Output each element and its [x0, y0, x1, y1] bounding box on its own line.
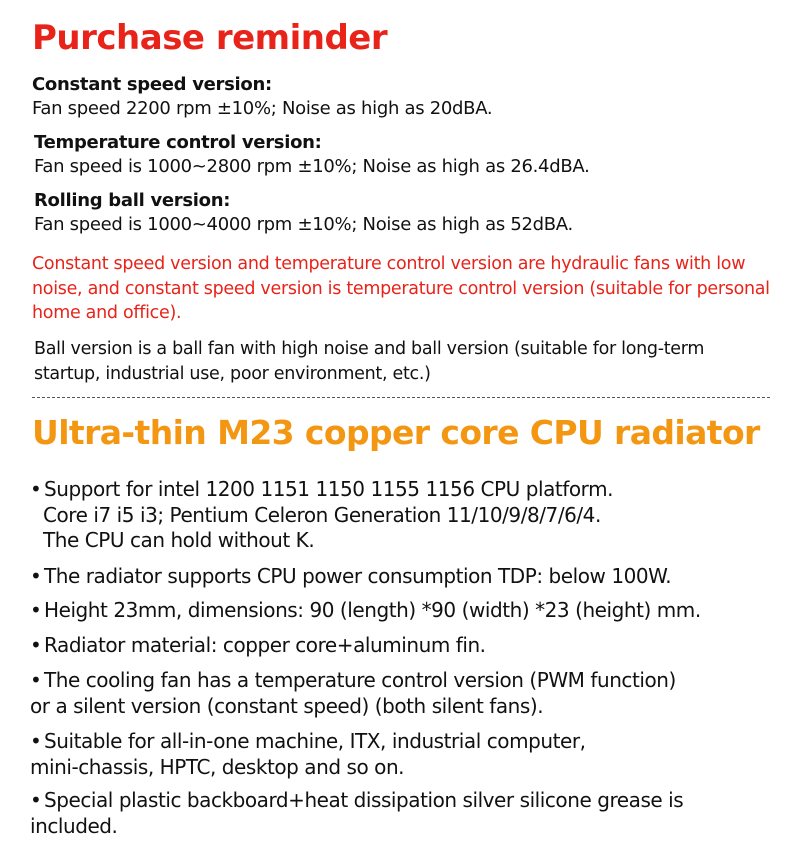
- bullet-dot: •: [30, 729, 42, 753]
- feature-bullet-text: The cooling fan has a temperature control version (PWM function): [44, 668, 676, 692]
- bullet-dot: •: [30, 668, 42, 692]
- bullet-dot: •: [30, 477, 42, 501]
- feature-bullet-line: [30, 729, 795, 755]
- rolling-ball-heading: Rolling ball version:: [34, 190, 231, 211]
- feature-bullet-line: [30, 477, 795, 503]
- feature-bullet-line: [30, 814, 795, 840]
- constant-speed-detail: Fan speed 2200 rpm ±10%; Noise as high as 20dBA.: [32, 98, 493, 119]
- hydraulic-fan-note: Constant speed version and temperature control version are hydraulic fans with low noise, and constant speed version is temperature control version (suitable for personal home and office).: [32, 254, 770, 323]
- feature-bullet-line: [30, 788, 795, 814]
- temperature-control-heading: Temperature control version:: [34, 132, 322, 153]
- feature-bullet: [30, 668, 795, 719]
- feature-bullet-text: Core i7 i5 i3; Pentium Celeron Generation 11/10/9/8/7/6/4.: [43, 502, 601, 527]
- feature-bullet: [30, 564, 795, 590]
- feature-bullet-text: Special plastic backboard+heat dissipation silver silicone grease is: [44, 788, 684, 812]
- feature-bullet-text: The CPU can hold without K.: [43, 528, 315, 552]
- feature-bullet-text: Height 23mm, dimensions: 90 (length) *90 (width) *23 (height) mm.: [44, 598, 701, 622]
- feature-bullet-line: [30, 633, 795, 659]
- feature-bullet-line: [30, 503, 795, 529]
- feature-bullet-line: [30, 528, 795, 554]
- feature-bullet-text: Suitable for all-in-one machine, ITX, industrial computer,: [44, 729, 586, 753]
- feature-bullet-text: The radiator supports CPU power consumption TDP: below 100W.: [44, 564, 672, 588]
- feature-bullet: [30, 729, 795, 780]
- feature-bullet: [30, 598, 795, 624]
- feature-bullet: [30, 788, 795, 839]
- rolling-ball-detail: Fan speed is 1000~4000 rpm ±10%; Noise as high as 52dBA.: [34, 214, 573, 235]
- bullet-dot: •: [30, 633, 42, 657]
- bullet-dot: •: [30, 564, 42, 588]
- feature-bullet-text: or a silent version (constant speed) (both silent fans).: [30, 693, 544, 718]
- feature-bullet-text: included.: [30, 813, 118, 838]
- section-divider: [32, 397, 770, 398]
- feature-bullet-text: mini-chassis, HPTC, desktop and so on.: [30, 754, 405, 779]
- purchase-reminder-title: Purchase reminder: [32, 18, 388, 58]
- feature-bullet-line: [30, 598, 795, 624]
- feature-bullet: [30, 633, 795, 659]
- bullet-dot: •: [30, 788, 42, 812]
- temperature-control-detail: Fan speed is 1000~2800 rpm ±10%; Noise as high as 26.4dBA.: [34, 156, 590, 177]
- constant-speed-heading: Constant speed version:: [32, 74, 272, 95]
- feature-bullet: [30, 477, 795, 554]
- feature-bullet-line: [30, 755, 795, 781]
- feature-bullet-text: Support for intel 1200 1151 1150 1155 1156 CPU platform.: [44, 477, 614, 501]
- bullet-dot: •: [30, 598, 42, 622]
- feature-bullet-line: [30, 694, 795, 720]
- feature-bullet-text: Radiator material: copper core+aluminum fin.: [44, 633, 486, 657]
- radiator-title: Ultra-thin M23 copper core CPU radiator: [32, 413, 760, 452]
- feature-bullet-line: [30, 564, 795, 590]
- ball-fan-note: Ball version is a ball fan with high noise and ball version (suitable for long-term startup, industrial use, poor environment, etc.): [34, 339, 705, 384]
- feature-bullet-line: [30, 668, 795, 694]
